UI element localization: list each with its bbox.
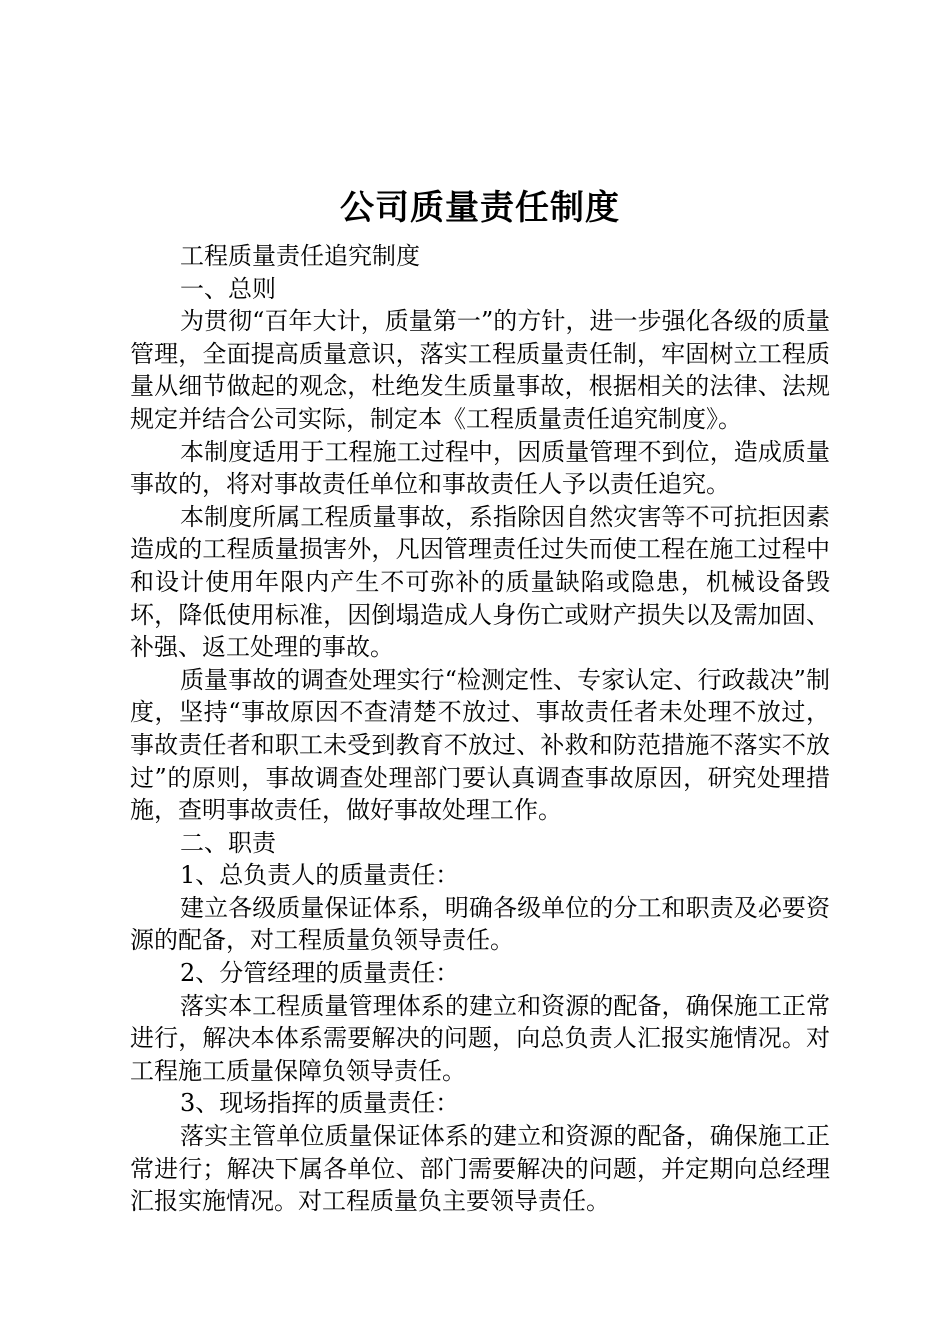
paragraph: 落实主管单位质量保证体系的建立和资源的配备，确保施工正常进行；解决下属各单位、部门需要解决的问题，并定期向总经理汇报实施情况。对工程质量负主要领导责任。 [130,1122,830,1216]
section-heading: 一、总则 [180,274,276,303]
subsection-heading: 3、现场指挥的质量责任： [180,1089,460,1118]
paragraph: 落实本工程质量管理体系的建立和资源的配备，确保施工正常进行，解决本体系需要解决的问题，向总负责人汇报实施情况。对工程施工质量保障负领导责任。 [130,991,830,1085]
paragraph: 本制度适用于工程施工过程中，因质量管理不到位，造成质量事故的，将对事故责任单位和事故责任人予以责任追究。 [130,437,830,499]
subsection-heading: 1、总负责人的质量责任： [180,861,460,890]
paragraph: 质量事故的调查处理实行“检测定性、专家认定、行政裁决”制度，坚持“事故原因不查清楚不放过、事故责任者未处理不放过，事故责任者和职工未受到教育不放过、补救和防范措施不落实不放过”的原则，事故调查处理部门要认真调查事故原因，研究处理措施，查明事故责任，做好事故处理工作。 [130,665,830,825]
subsection-heading: 2、分管经理的质量责任： [180,959,460,988]
section-heading: 工程质量责任追究制度 [180,242,420,270]
paragraph: 本制度所属工程质量事故，系指除因自然灾害等不可抗拒因素造成的工程质量损害外，凡因管理责任过失而使工程在施工过程中和设计使用年限内产生不可弥补的质量缺陷或隐患，机械设备毁坏，降低使用标准，因倒塌造成人身伤亡或财产损失以及需加固、补强、返工处理的事故。 [130,502,830,662]
document-page [130,178,830,1218]
section-heading: 二、职责 [180,828,276,857]
paragraph: 为贯彻“百年大计，质量第一”的方针，进一步强化各级的质量管理，全面提高质量意识，落实工程质量责任制，牢固树立工程质量从细节做起的观念，杜绝发生质量事故，根据相关的法律、法规规定并结合公司实际，制定本《工程质量责任追究制度》。 [130,307,830,433]
paragraph: 建立各级质量保证体系，明确各级单位的分工和职责及必要资源的配备，对工程质量负领导责任。 [130,893,830,955]
document-title: 公司质量责任制度 [340,188,620,228]
document-body [130,240,830,1218]
